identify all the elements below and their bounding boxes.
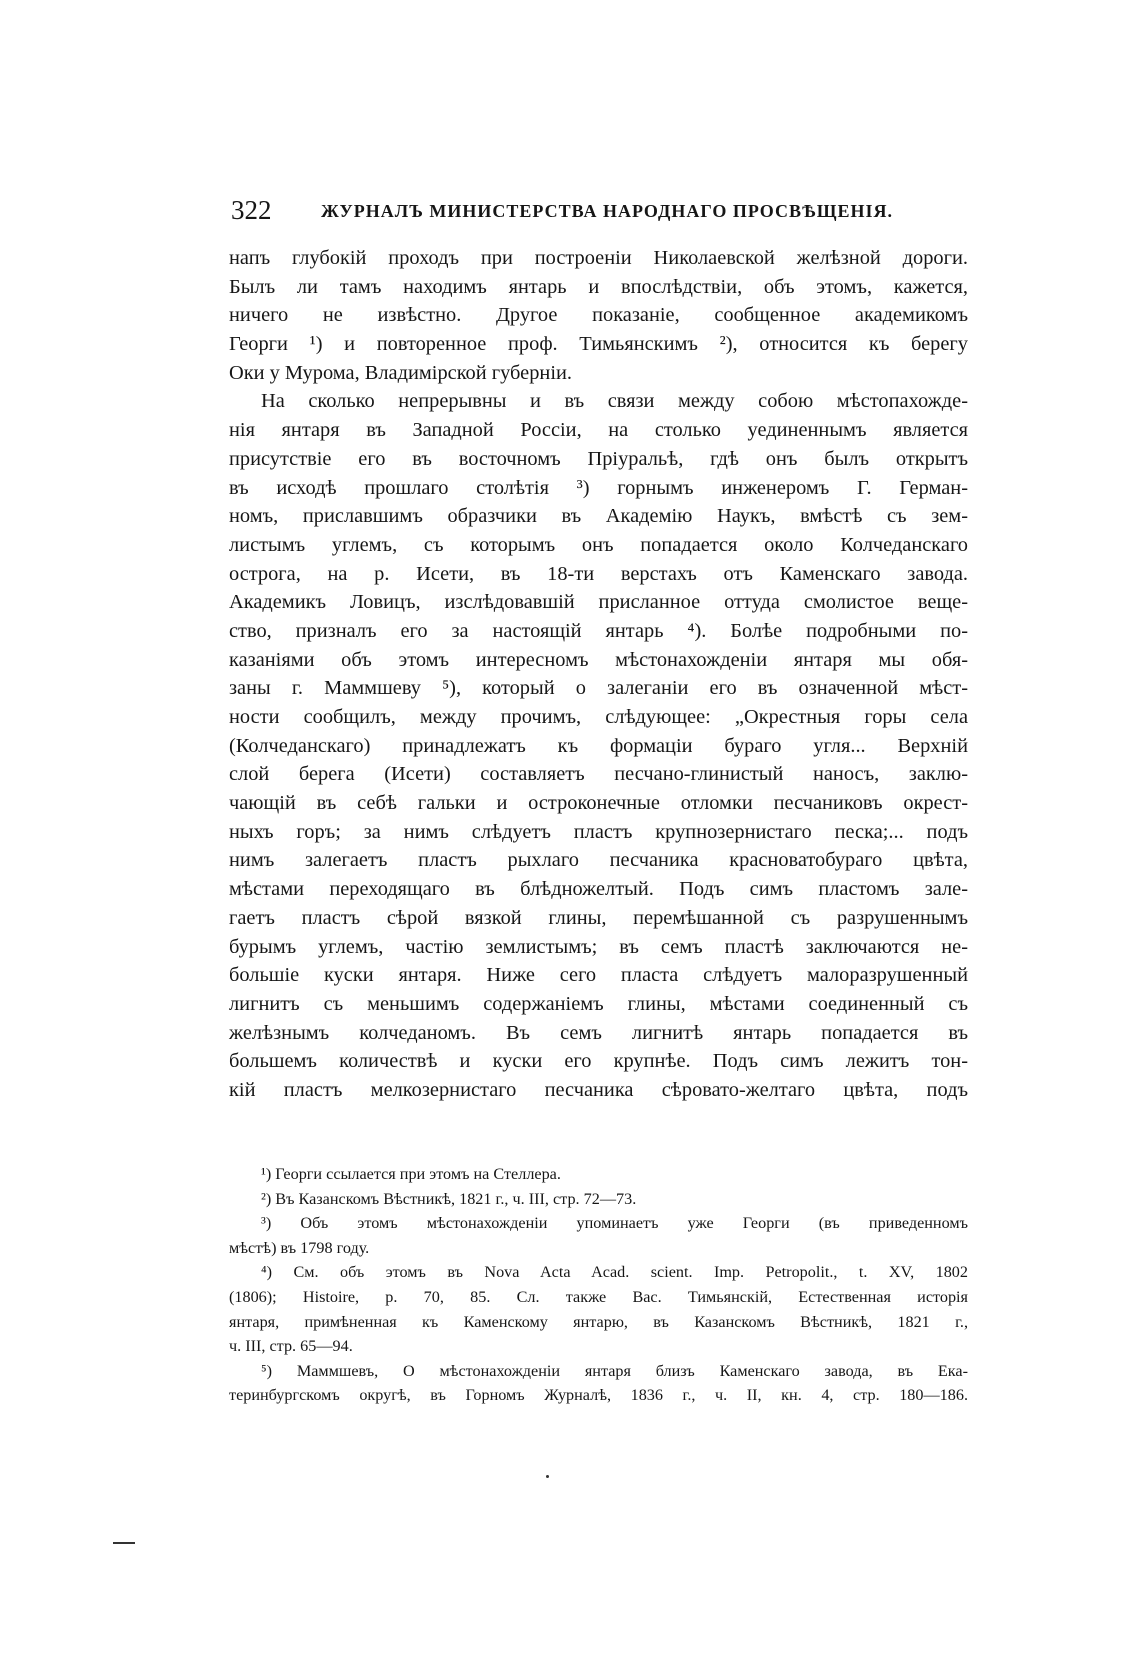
text-line: листымъ углемъ, съ которымъ онъ попадается около Колчеданскаго [229,533,968,556]
text-line: (Колчеданскаго) принадлежатъ къ формаціи бураго угля... Верхній [229,734,968,757]
text-line: ности сообщилъ, между прочимъ, слѣдующее: „Окрестныя горы села [229,706,968,728]
footnote-line: ⁴) См. объ этомъ въ Nova Acta Acad. scient. Imp. Petropolit., t. XV, 1802 [261,1263,968,1282]
footnotes [229,1162,968,1408]
text-line: слой берега (Исети) составляетъ песчано-глинистый наносъ, заклю- [229,763,968,786]
text-line: бурымъ углемъ, частію землистымъ; въ семъ пластѣ заключаются не- [229,935,968,958]
text-line: Оки у Мурома, Владимірской губерніи. [229,361,572,384]
text-line: Георги ¹) и повторенное проф. Тимьянскимъ ²), относится къ берегу [229,333,968,356]
scan-speck [546,1475,549,1478]
text-line: нія янтаря въ Западной Россіи, на столько уединеннымъ является [229,419,968,442]
text-line: мѣстами переходящаго въ блѣдножелтый. Подъ симъ пластомъ зале- [229,878,968,901]
running-title: ЖУРНАЛЪ МИНИСТЕРСТВА НАРОДНАГО ПРОСВѢЩЕНІЯ. [321,201,894,221]
main-text [229,244,968,1105]
text-line: гаетъ пластъ сѣрой вязкой глины, перемѣшанной съ разрушеннымъ [229,906,968,929]
text-line: ныхъ горъ; за нимъ слѣдуетъ пластъ крупнозернистаго песка;... подъ [229,820,968,843]
footnote-line: ³) Объ этомъ мѣстонахожденіи упоминаетъ уже Георги (въ приведенномъ [261,1214,968,1233]
text-line: казаніями объ этомъ интересномъ мѣстонахожденіи янтаря мы обя- [229,648,968,671]
footnote-line: ч. III, стр. 65—94. [229,1337,353,1356]
text-line: большіе куски янтаря. Ниже сего пласта слѣдуетъ малоразрушенный [229,964,968,987]
footnote-line: мѣстѣ) въ 1798 году. [229,1238,370,1257]
text-line: острога, на р. Исети, въ 18-ти верстахъ отъ Каменскаго завода. [229,562,968,585]
footnote-line: янтаря, примѣненная къ Каменскому янтарю, въ Казанскомъ Вѣстникѣ, 1821 г., [229,1312,968,1331]
footnote-line: ⁵) Маммшевъ, О мѣстонахожденіи янтаря близъ Каменскаго завода, въ Ека- [261,1361,968,1380]
text-line: ство, призналъ его за настоящій янтарь ⁴). Болѣе подробными по- [229,619,968,642]
text-line: присутствіе его въ восточномъ Пріуральѣ, гдѣ онъ былъ открытъ [229,447,968,470]
page-header [231,195,967,225]
text-line: большемъ количествѣ и куски его крупнѣе. Подъ симъ лежитъ тон- [229,1050,968,1073]
footnote-line: ¹) Георги ссылается при этомъ на Стеллера. [261,1165,561,1183]
text-line: заны г. Маммшеву ⁵), который о залеганіи его въ означенной мѣст- [229,677,968,700]
text-line: напъ глубокій проходъ при построеніи Николаевской желѣзной дороги. [229,247,968,269]
text-line: въ исходѣ прошлаго столѣтія ³) горнымъ инженеромъ Г. Герман- [229,476,968,499]
text-line: чающій въ себѣ гальки и остроконечные отломки песчаниковъ окрест- [229,792,968,815]
text-line: номъ, приславшимъ образчики въ Академію Наукъ, вмѣстѣ съ зем- [229,505,968,528]
text-line: Академикъ Ловицъ, изслѣдовавшій присланное оттуда смолистое веще- [229,591,968,614]
text-line: желѣзнымъ колчеданомъ. Въ семъ лигнитѣ янтарь попадается въ [229,1021,968,1044]
text-line: нимъ залегаетъ пластъ рыхлаго песчаника красноватобураго цвѣта, [229,849,968,872]
text-line: кій пластъ мелкозернистаго песчаника сѣровато-желтаго цвѣта, подъ [229,1078,968,1101]
scan-mark-left [113,1542,135,1544]
footnote-line: ²) Въ Казанскомъ Вѣстникѣ, 1821 г., ч. III, стр. 72—73. [261,1189,637,1208]
text-line: На сколько непрерывны и въ связи между собою мѣстопахожде- [261,390,968,413]
footnote-line: теринбургскомъ округѣ, въ Горномъ Журналѣ, 1836 г., ч. II, кн. 4, стр. 180—186. [229,1386,968,1405]
text-line: ничего не извѣстно. Другое показаніе, сообщенное академикомъ [229,304,968,327]
footnote-line: (1806); Histoire, p. 70, 85. Сл. также Вас. Тимьянскій, Естественная исторія [229,1287,968,1306]
text-line: лигнитъ съ меньшимъ содержаніемъ глины, мѣстами соединенный съ [229,992,968,1015]
page-number: 322 [231,195,272,225]
text-line: Былъ ли тамъ находимъ янтарь и впослѣдствіи, объ этомъ, кажется, [229,275,968,298]
